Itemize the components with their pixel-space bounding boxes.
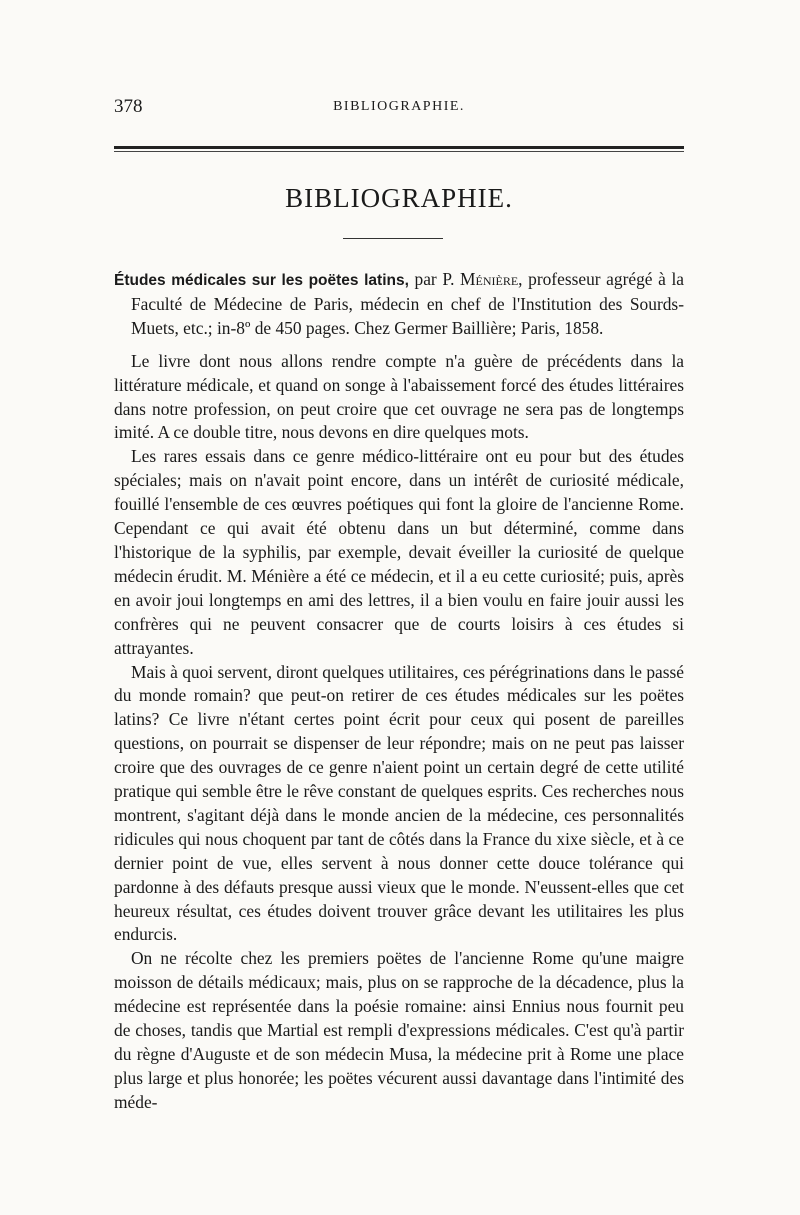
- citation-by: par P.: [408, 269, 461, 289]
- citation-author: Ménière: [460, 269, 519, 289]
- page-number: 378: [114, 96, 143, 117]
- paragraph-1: Le livre dont nous allons rendre compte n'a guère de précédents dans la littérature médicale, et quand on songe à l'abaissement forcé des études littéraires dans notre profession, on peut croire que cet ouvrage ne sera pas de longtemps imité. A ce double titre, nous devons en dire quelques mots.: [114, 350, 684, 443]
- citation-entry: [114, 268, 684, 341]
- title-underline: [343, 238, 443, 239]
- section-title: BIBLIOGRAPHIE.: [285, 183, 513, 213]
- header-rule-thick: [114, 146, 684, 149]
- paragraph-2: Les rares essais dans ce genre médico-littéraire ont eu pour but des études spéciales; mais on n'avait point encore, dans un intérêt de curiosité médicale, fouillé l'ensemble de ces œuvres poétiques qui font la gloire de l'ancienne Rome. Cependant ce qui avait été obtenu dans un but déterminé, comme dans l'historique de la syphilis, par exemple, devait éveiller la curiosité de quelque médecin érudit. M. Ménière a été ce médecin, et il a eu cette curiosité; puis, après en avoir joui longtemps en ami des lettres, il a bien voulu en faire jouir aussi les confrères qui ne peuvent consacrer que de courts loisirs à ces études si attrayantes.: [114, 446, 684, 658]
- header-rule-thin: [114, 151, 684, 152]
- citation-title: Études médicales sur les poëtes latins,: [114, 272, 409, 289]
- paragraph-4: On ne récolte chez les premiers poëtes de l'ancienne Rome qu'une maigre moisson de détails médicaux; mais, plus on se rapproche de la décadence, plus la médecine est représentée dans la poésie romaine: ainsi Ennius nous fournit peu de choses, tandis que Martial est rempli d'expressions médicales. C'est qu'à partir du règne d'Auguste et de son médecin Musa, la médecine prit à Rome une place plus large et plus honorée; les poëtes vécurent aussi davantage dans l'intimité des méde-: [114, 948, 684, 1112]
- citation-details: , professeur agrégé à la Faculté de Médecine de Paris, médecin en chef de l'Institution des Sourds-Muets, etc.; in-8º de 450 pages. Chez Germer Baillière; Paris, 1858.: [131, 269, 685, 338]
- running-title: BIBLIOGRAPHIE.: [333, 99, 465, 114]
- paragraph-3: Mais à quoi servent, diront quelques utilitaires, ces pérégrinations dans le passé du monde romain? que peut-on retirer de ces études médicales sur les poëtes latins? Ce livre n'étant certes point écrit pour ceux qui posent de pareilles questions, on pourrait se dispenser de leur répondre; mais on ne peut pas laisser croire que des ouvrages de ce genre n'aient point un certain degré de cette utilité pratique qui semble être le rêve constant de quelques esprits. Ces recherches nous montrent, s'agitant déjà dans le monde ancien de la médecine, ces personnalités ridicules qui nous choquent par tant de côtés dans la France du xixe siècle, et à ce dernier point de vue, elles servent à nous donner cette douce tolérance qui pardonne à des défauts presque aussi vieux que le monde. N'eussent-elles que cet heureux résultat, ces études doivent trouver grâce devant les utilitaires les plus endurcis.: [114, 661, 684, 945]
- running-head: [114, 96, 684, 126]
- article-body: [114, 268, 684, 1115]
